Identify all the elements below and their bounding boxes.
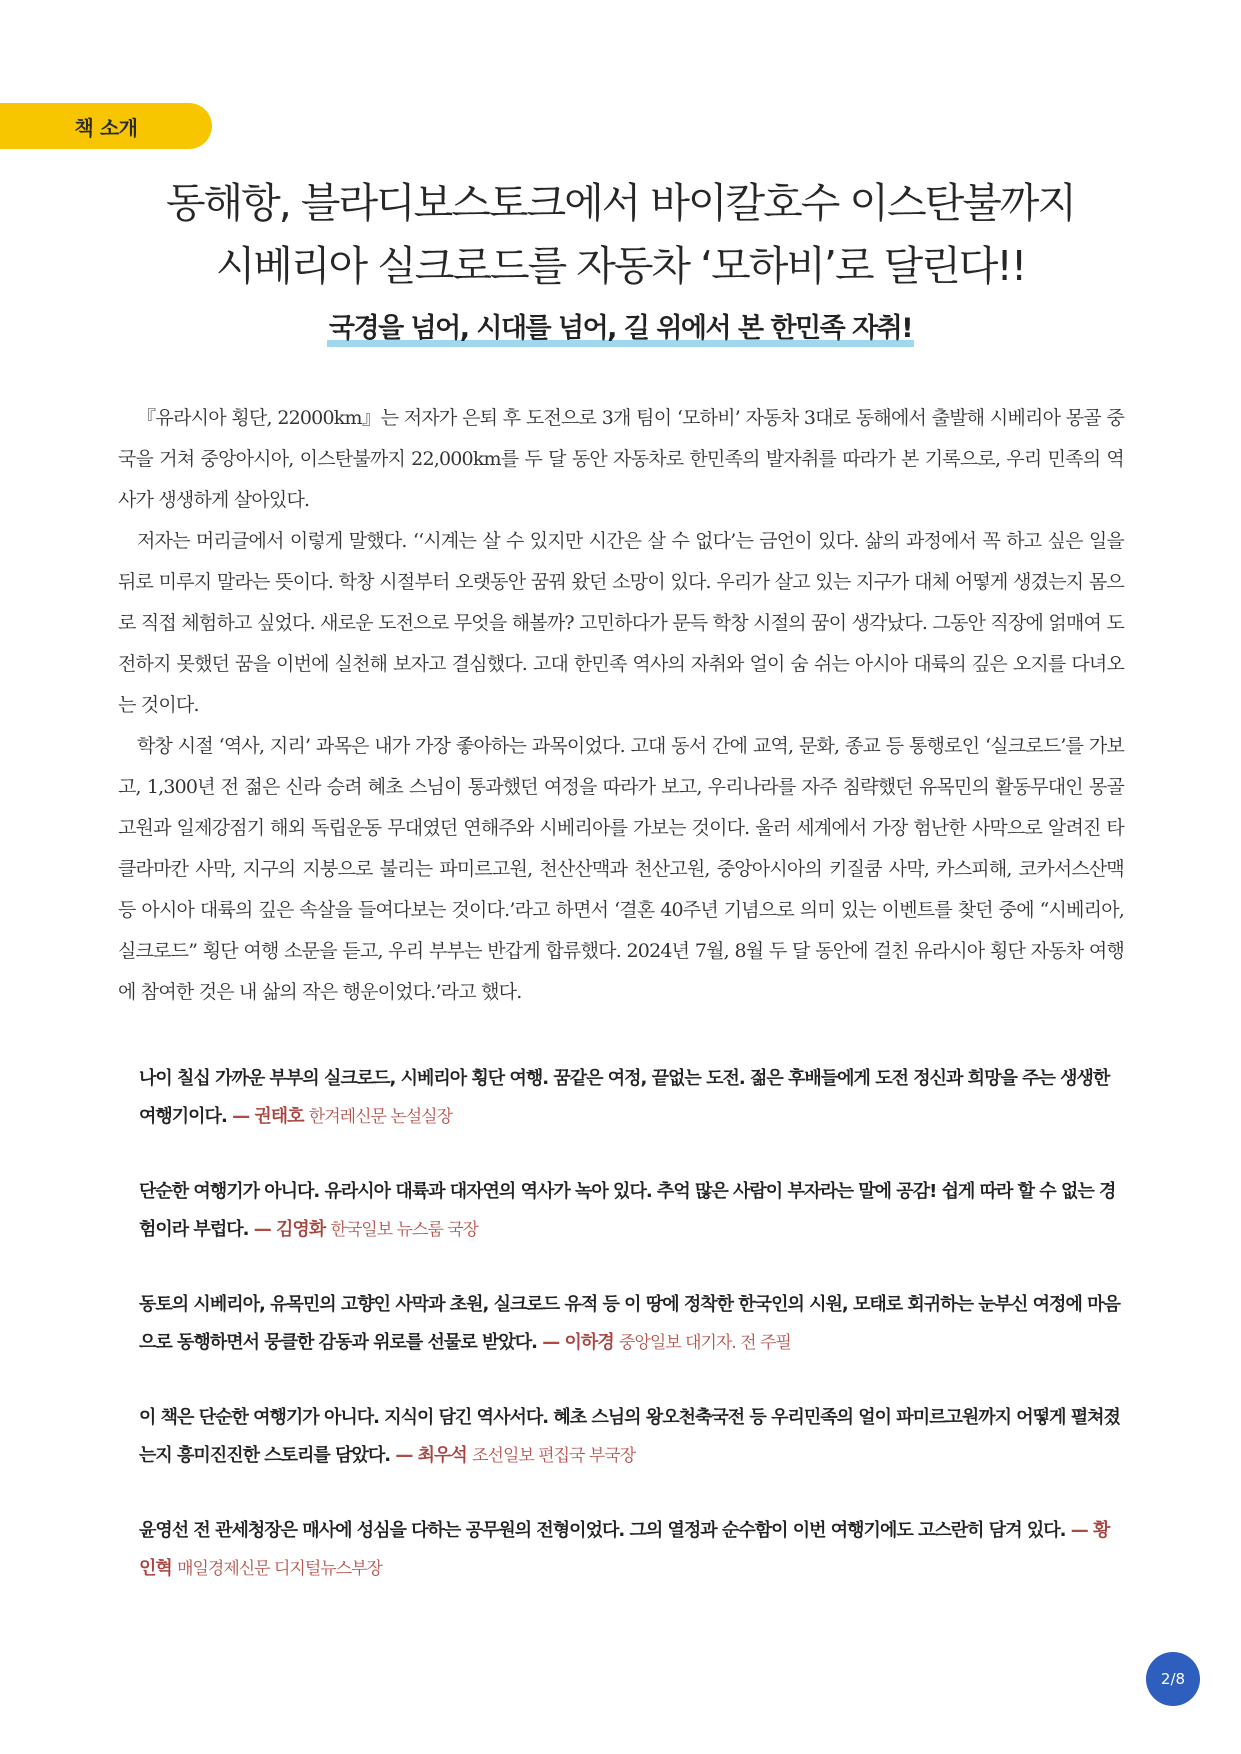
endorsement-text: 단순한 여행기가 아니다. 유라시아 대륙과 대자연의 역사가 녹아 있다. 추억 많은 사람이 부자라는 말에 공감! 쉽게 따라 할 수 없는 경험이라 부럽다.: [139, 1181, 1116, 1240]
endorsement: [139, 1173, 1124, 1249]
endorsement: [139, 1060, 1124, 1136]
endorsement-author: 이하경: [564, 1332, 614, 1353]
endorsement: [139, 1399, 1124, 1475]
endorsement-dash: —: [253, 1219, 271, 1240]
body-paragraph: 『유라시아 횡단, 22000km』는 저자가 은퇴 후 도전으로 3개 팀이 ‘모하비’ 자동차 3대로 동해에서 출발해 시베리아 몽골 중국을 거쳐 중앙아시아, 이스탄불까지 22,000km를 두 달 동안 자동차로 한민족의 발자취를 따라가 본 기록으로, 우리 민족의 역사가 생생하게 살아있다.: [118, 407, 1124, 511]
endorsement-author: 황인혁: [139, 1520, 1110, 1579]
endorsement-text: 나이 칠십 가까운 부부의 실크로드, 시베리아 횡단 여행. 꿈같은 여정, 끝없는 도전. 젊은 후배들에게 도전 정신과 희망을 주는 생생한 여행기이다.: [139, 1068, 1110, 1127]
endorsement-dash: —: [1070, 1520, 1088, 1541]
intro-body: [118, 398, 1124, 1013]
endorsement-text: 윤영선 전 관세청장은 매사에 성심을 다하는 공무원의 전형이었다. 그의 열정과 순수함이 이번 여행기에도 고스란히 담겨 있다.: [139, 1520, 1066, 1541]
subheadline: 국경을 넘어, 시대를 넘어, 길 위에서 본 한민족 자취!: [327, 306, 914, 347]
endorsement-affiliation: 조선일보 편집국 부국장: [472, 1446, 636, 1466]
endorsement-affiliation: 한국일보 뉴스룸 국장: [330, 1220, 479, 1240]
section-tab: [0, 103, 212, 149]
endorsement-dash: —: [395, 1445, 413, 1466]
endorsement-affiliation: 매일경제신문 디지털뉴스부장: [177, 1559, 382, 1579]
endorsement-affiliation: 한겨레신문 논설실장: [308, 1107, 452, 1127]
endorsement: [139, 1286, 1124, 1362]
endorsements: [139, 1060, 1124, 1625]
endorsement-affiliation: 중앙일보 대기자. 전 주필: [619, 1333, 791, 1353]
endorsement-author: 김영화: [276, 1219, 326, 1240]
subheadline-wrapper: [0, 306, 1241, 347]
headline-line-1: 동해항, 블라디보스토크에서 바이칼호수 이스탄불까지: [165, 179, 1076, 227]
endorsement: [139, 1512, 1124, 1588]
page-number: 2/8: [1160, 1670, 1186, 1688]
endorsement-text: 동토의 시베리아, 유목민의 고향인 사막과 초원, 실크로드 유적 등 이 땅에 정착한 한국인의 시원, 모태로 회귀하는 눈부신 여정에 마음으로 동행하면서 뭉클한 감동과 위로를 선물로 받았다.: [139, 1294, 1120, 1353]
endorsement-text: 이 책은 단순한 여행기가 아니다. 지식이 담긴 역사서다. 혜초 스님의 왕오천축국전 등 우리민족의 얼이 파미르고원까지 어떻게 펼쳐졌는지 흥미진진한 스토리를 담았다.: [139, 1407, 1120, 1466]
endorsement-dash: —: [542, 1332, 560, 1353]
body-paragraph: 학창 시절 ‘역사, 지리’ 과목은 내가 가장 좋아하는 과목이었다. 고대 동서 간에 교역, 문화, 종교 등 통행로인 ‘실크로드’를 가보고, 1,300년 전 젊은 신라 승려 혜초 스님이 통과했던 여정을 따라가 보고, 우리나라를 자주 침략했던 유목민의 활동무대인 몽골고원과 일제강점기 해외 독립운동 무대였던 연해주와 시베리아를 가보는 것이다. 울러 세계에서 가장 험난한 사막으로 알려진 타클라마칸 사막, 지구의 지붕으로 불리는 파미르고원, 천산산맥과 천산고원, 중앙아시아의 키질쿰 사막, 카스피해, 코카서스산맥 등 아시아 대륙의 깊은 속살을 들여다보는 것이다.’라고 하면서 ‘결혼 40주년 기념으로 의미 있는 이벤트를 찾던 중에 “시베리아, 실크로드” 횡단 여행 소문을 듣고, 우리 부부는 반갑게 합류했다. 2024년 7월, 8월 두 달 동안에 걸친 유라시아 횡단 자동차 여행에 참여한 것은 내 삶의 작은 행운이었다.’라고 했다.: [118, 735, 1124, 1003]
headline-line-2: 시베리아 실크로드를 자동차 ‘모하비’로 달린다!!: [215, 242, 1026, 290]
endorsement-author: 권태호: [254, 1106, 304, 1127]
endorsement-author: 최우석: [417, 1445, 467, 1466]
section-tab-label: 책 소개: [74, 115, 138, 140]
body-paragraph: 저자는 머리글에서 이렇게 말했다. ‘‘시계는 살 수 있지만 시간은 살 수 없다’는 금언이 있다. 삶의 과정에서 꼭 하고 싶은 일을 뒤로 미루지 말라는 뜻이다. 학창 시절부터 오랫동안 꿈꿔 왔던 소망이 있다. 우리가 살고 있는 지구가 대체 어떻게 생겼는지 몸으로 직접 체험하고 싶었다. 새로운 도전으로 무엇을 해볼까? 고민하다가 문득 학창 시절의 꿈이 생각났다. 그동안 직장에 얽매여 도전하지 못했던 꿈을 이번에 실천해 보자고 결심했다. 고대 한민족 역사의 자취와 얼이 숨 쉬는 아시아 대륙의 깊은 오지를 다녀오는 것이다.: [118, 530, 1124, 716]
page-number-badge: [1146, 1652, 1200, 1706]
endorsement-dash: —: [232, 1106, 250, 1127]
